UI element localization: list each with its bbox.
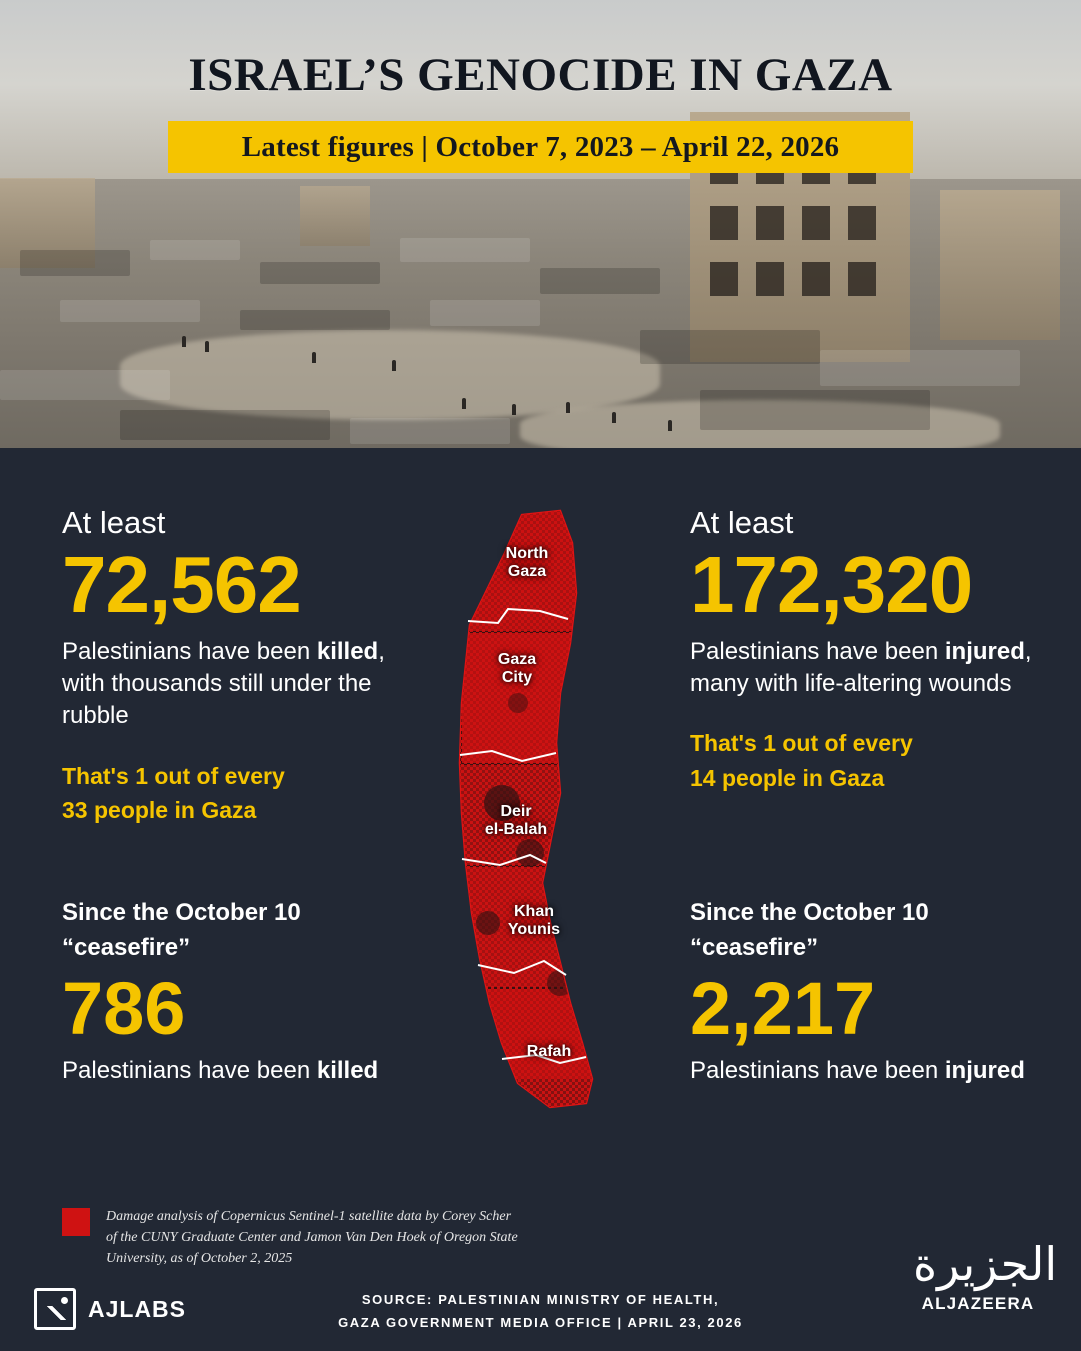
map-label-north-gaza-line1: North bbox=[505, 545, 549, 562]
since-injured-title bbox=[690, 896, 1050, 966]
ajlabs-wordmark: AJLABS bbox=[88, 1295, 187, 1322]
since-killed-title-line2: “ceasefire” bbox=[62, 933, 191, 961]
killed-number: 72,562 bbox=[62, 540, 301, 630]
since-injured-desc-bold: injured bbox=[944, 1057, 1025, 1085]
killed-stat-block bbox=[62, 506, 422, 828]
damaged-building bbox=[940, 190, 1060, 340]
since-killed-description bbox=[62, 1055, 422, 1087]
rubble-chunk bbox=[820, 350, 1020, 386]
since-killed-desc-bold: killed bbox=[316, 1057, 379, 1085]
killed-ratio-line2: 33 people in Gaza bbox=[62, 797, 257, 824]
rubble-chunk bbox=[700, 390, 930, 430]
map-label-khan-line2: Younis bbox=[507, 920, 561, 938]
ajlabs-logo bbox=[34, 1288, 186, 1330]
page-title: ISRAEL’S GENOCIDE IN GAZA bbox=[188, 49, 893, 101]
since-ceasefire-injured-block bbox=[690, 896, 1050, 1088]
map-label-rafah-text: Rafah bbox=[526, 1043, 572, 1060]
footnote-line-2: of the CUNY Graduate Center and Jamon Van Den Hoek of Oregon State bbox=[106, 1230, 518, 1245]
rubble-chunk bbox=[60, 300, 200, 322]
damage-legend-swatch bbox=[62, 1208, 90, 1236]
injured-ratio-line1: That's 1 out of every bbox=[690, 730, 913, 757]
killed-qualifier: At least bbox=[62, 505, 166, 540]
person-figure bbox=[205, 341, 209, 352]
injured-desc-bold: injured bbox=[944, 637, 1025, 665]
rubble-chunk bbox=[260, 262, 380, 284]
gaza-damage-map bbox=[410, 503, 670, 1143]
hero-photo bbox=[0, 0, 1081, 448]
injured-ratio-line2: 14 people in Gaza bbox=[690, 764, 885, 791]
person-figure bbox=[182, 336, 186, 347]
injured-ratio bbox=[690, 726, 1050, 795]
injured-desc-part2: , many with life-altering wounds bbox=[690, 637, 1032, 698]
source-line-2: GAZA GOVERNMENT MEDIA OFFICE | APRIL 23, 2026 bbox=[338, 1315, 743, 1331]
since-killed-number: 786 bbox=[62, 966, 186, 1050]
map-label-khan-line1: Khan bbox=[514, 903, 554, 920]
injured-desc-part1: Palestinians have been bbox=[690, 637, 945, 665]
footnote-line-1: Damage analysis of Copernicus Sentinel-1 satellite data by Corey Scher bbox=[106, 1209, 512, 1224]
killed-description bbox=[62, 636, 422, 733]
ajlabs-chart-icon bbox=[34, 1288, 76, 1330]
rubble-chunk bbox=[430, 300, 540, 326]
person-figure bbox=[612, 412, 616, 423]
map-label-deir-line1: Deir bbox=[500, 803, 532, 820]
rubble-chunk bbox=[240, 310, 390, 330]
person-figure bbox=[392, 360, 396, 371]
building-window bbox=[802, 206, 830, 240]
source-line-1: SOURCE: PALESTINIAN MINISTRY OF HEALTH, bbox=[361, 1292, 720, 1307]
date-range-text: Latest figures | October 7, 2023 – April 22, 2026 bbox=[241, 130, 840, 163]
rubble-chunk bbox=[350, 418, 510, 444]
killed-ratio-line1: That's 1 out of every bbox=[62, 762, 285, 789]
since-ceasefire-killed-block bbox=[62, 896, 422, 1088]
injured-stat-block bbox=[690, 506, 1050, 795]
damage-analysis-footnote bbox=[62, 1206, 602, 1269]
person-figure bbox=[312, 352, 316, 363]
map-label-deir-line2: el-Balah bbox=[484, 820, 548, 838]
rubble-chunk bbox=[0, 370, 170, 400]
since-killed-title bbox=[62, 896, 422, 966]
building-window bbox=[710, 262, 738, 296]
aljazeera-wordmark: ALJAZEERA bbox=[921, 1294, 1035, 1313]
person-figure bbox=[512, 404, 516, 415]
since-injured-desc-part1: Palestinians have been bbox=[690, 1057, 945, 1085]
injured-number: 172,320 bbox=[690, 540, 973, 630]
killed-ratio bbox=[62, 759, 422, 828]
map-label-gaza-city-line1: Gaza bbox=[497, 651, 537, 668]
injured-description bbox=[690, 636, 1050, 701]
killed-desc-part2: , with thousands still under the rubble bbox=[62, 637, 385, 730]
rubble-chunk bbox=[20, 250, 130, 276]
map-label-gaza-city-line2: City bbox=[501, 668, 533, 686]
person-figure bbox=[566, 402, 570, 413]
since-injured-description bbox=[690, 1055, 1050, 1087]
person-figure bbox=[668, 420, 672, 431]
dust-path bbox=[120, 330, 660, 420]
damaged-building bbox=[300, 186, 370, 246]
building-window bbox=[756, 262, 784, 296]
rubble-chunk bbox=[400, 238, 530, 262]
person-figure bbox=[462, 398, 466, 409]
aljazeera-logo bbox=[913, 1239, 1058, 1314]
aljazeera-calligraphy-icon: الجزيرة bbox=[913, 1239, 1058, 1290]
rubble-chunk bbox=[540, 268, 660, 294]
building-window bbox=[848, 262, 876, 296]
since-killed-desc-part1: Palestinians have been bbox=[62, 1057, 317, 1085]
stats-body bbox=[0, 448, 1081, 1351]
rubble-chunk bbox=[150, 240, 240, 260]
since-injured-number: 2,217 bbox=[690, 966, 876, 1050]
since-injured-title-line2: “ceasefire” bbox=[690, 933, 819, 961]
since-killed-title-line1: Since the October 10 bbox=[62, 899, 301, 926]
rubble-chunk bbox=[640, 330, 820, 364]
building-window bbox=[756, 206, 784, 240]
killed-desc-part1: Palestinians have been bbox=[62, 637, 317, 665]
injured-qualifier: At least bbox=[690, 505, 794, 540]
date-range-band bbox=[168, 121, 913, 173]
footnote-text bbox=[106, 1206, 518, 1269]
footnote-line-3: University, as of October 2, 2025 bbox=[106, 1251, 293, 1266]
building-window bbox=[848, 206, 876, 240]
rubble-chunk bbox=[120, 410, 330, 440]
building-window bbox=[802, 262, 830, 296]
gaza-map-svg bbox=[410, 503, 670, 1143]
damage-overlay bbox=[450, 503, 610, 1143]
killed-desc-bold: killed bbox=[316, 637, 379, 665]
since-injured-title-line1: Since the October 10 bbox=[690, 899, 929, 926]
map-label-north-gaza-line2: Gaza bbox=[507, 562, 547, 580]
building-window bbox=[710, 206, 738, 240]
